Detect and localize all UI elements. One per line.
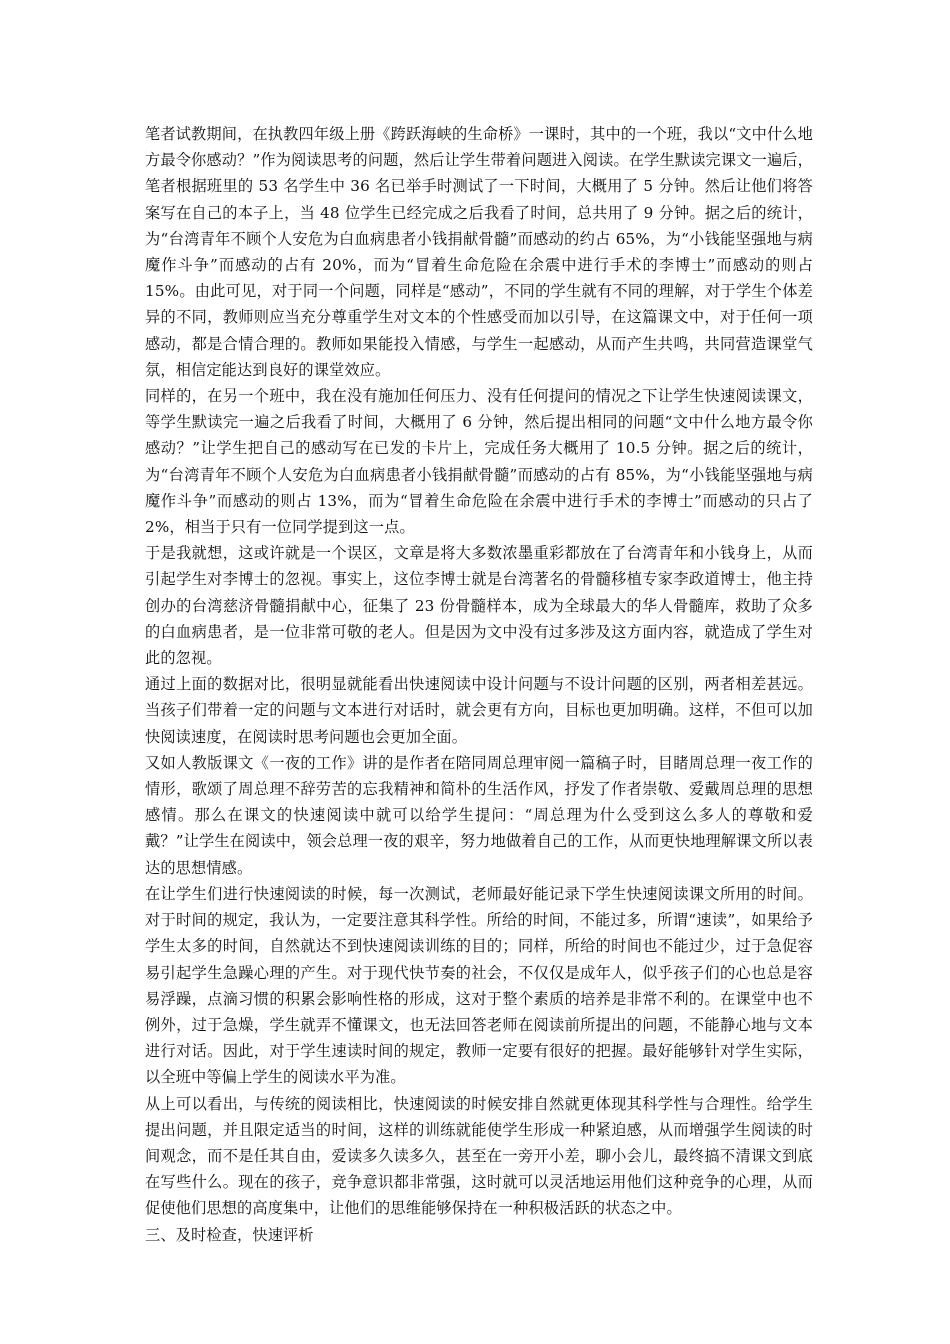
section-heading: 三、及时检查，快速评析 — [145, 1225, 314, 1244]
paragraph-experiment-class-one: 笔者试教期间，在执教四年级上册《跨跃海峡的生命桥》一课时，其中的一个班，我以“文中什么地方最令你感动？”作为阅读思考的问题，然后让学生带着问题进入阅读。在学生默读完课文一遍后，笔者根据班里的 53 名学生中 36 名已举手时测试了一下时间，大概用了 5 分钟。然后让他们将答案写在自己的本子上，当 48 位学生已经完成之后我看了时间，总共用了 9 分钟。据之后的统计，为“台湾青年不顾个人安危为白血病患者小钱捐献骨髓”而感动的约占 65%，为“小钱能坚强地与病魔作斗争”而感动的占有 20%，而为“冒着生命危险在余震中进行手术的李博士”而感动的则占 15%。由此可见，对于同一个问题，同样是“感动”，不同的学生就有不同的理解，对于学生个体差异的不同，教师则应当充分尊重学生对文本的个性感受而加以引导，在这篇课文中，对于任何一项感动，都是合情合理的。教师如果能投入情感，与学生一起感动，从而产生共鸣，共同营造课堂气氛，相信定能达到良好的课堂效应。 — [145, 125, 813, 379]
paragraph-misconception: 于是我就想，这或许就是一个误区，文章是将大多数浓墨重彩都放在了台湾青年和小钱身上，从而引起学生对李博士的忽视。事实上，这位李博士就是台湾著名的骨髓移植专家李政道博士，他主持创办的台湾慈济骨髓捐献中心，征集了 23 份骨髓样本，成为全球最大的华人骨髓库，救助了众多的白血病患者，是一位非常可敬的老人。但是因为文中没有过多涉及这方面内容，就造成了学生对此的忽视。 — [145, 544, 813, 668]
document-page — [145, 121, 813, 1248]
paragraph-data-comparison: 通过上面的数据对比，很明显就能看出快速阅读中设计问题与不设计问题的区别，两者相差甚远。当孩子们带着一定的问题与文本进行对话时，就会更有方向，目标也更加明确。这样，不但可以加快阅读速度，在阅读时思考问题也会更加全面。 — [145, 675, 813, 746]
paragraph-one-night-work-example: 又如人教版课文《一夜的工作》讲的是作者在陪同周总理审阅一篇稿子时，目睹周总理一夜工作的情形，歌颂了周总理不辞劳苦的忘我精神和简朴的生活作风，抒发了作者崇敬、爱戴周总理的思想感情。那么在课文的快速阅读中就可以给学生提问：“周总理为什么受到这么多人的尊敬和爱戴？”让学生在阅读中，领会总理一夜的艰辛，努力地做着自己的工作，从而更快地理解课文所以表达的思想情感。 — [145, 753, 813, 877]
paragraph-reading-time: 在让学生们进行快速阅读的时候，每一次测试，老师最好能记录下学生快速阅读课文所用的时间。对于时间的规定，我认为，一定要注意其科学性。所给的时间，不能过多，所谓“速读”，如果给予学生太多的时间，自然就达不到快速阅读训练的目的；同样，所给的时间也不能过少，过于急促容易引起学生急躁心理的产生。对于现代快节奏的社会，不仅仅是成年人，似乎孩子们的心也总是容易浮躁，点滴习惯的积累会影响性格的形成，这对于整个素质的培养是非常不利的。在课堂中也不例外，过于急燥，学生就弄不懂课文，也无法回答老师在阅读前所提出的问题，不能静心地与文本进行对话。因此，对于学生速读时间的规定，教师一定要有很好的把握。最好能够针对学生实际，以全班中等偏上学生的阅读水平为准。 — [145, 884, 813, 1087]
paragraph-conclusion: 从上可以看出，与传统的阅读相比，快速阅读的时候安排自然就更体现其科学性与合理性。给学生提出问题，并且限定适当的时间，这样的训练就能使学生形成一种紧迫感，从而增强学生阅读的时间观念，而不是任其自由，爱读多久读多久，甚至在一旁开小差，聊小会儿，最终搞不清课文到底在写些什么。现在的孩子，竞争意识都非常强，这时就可以灵活地运用他们这种竞争的心理，从而促使他们思想的高度集中，让他们的思维能够保持在一种积极活跃的状态之中。 — [145, 1094, 813, 1218]
paragraph-experiment-class-two: 同样的，在另一个班中，我在没有施加任何压力、没有任何提问的情况之下让学生快速阅读课文，等学生默读完一遍之后我看了时间，大概用了 6 分钟，然后提出相同的问题“文中什么地方最令你感动？”让学生把自己的感动写在已发的卡片上，完成任务大概用了 10.5 分钟。据之后的统计，为“台湾青年不顾个人安危为白血病患者小钱捐献骨髓”而感动的占有 85%，为“小钱能坚强地与病魔作斗争”而感动的则占 13%，而为“冒着生命危险在余震中进行手术的李博士”而感动的只占了 2%，相当于只有一位同学提到这一点。 — [145, 387, 813, 537]
